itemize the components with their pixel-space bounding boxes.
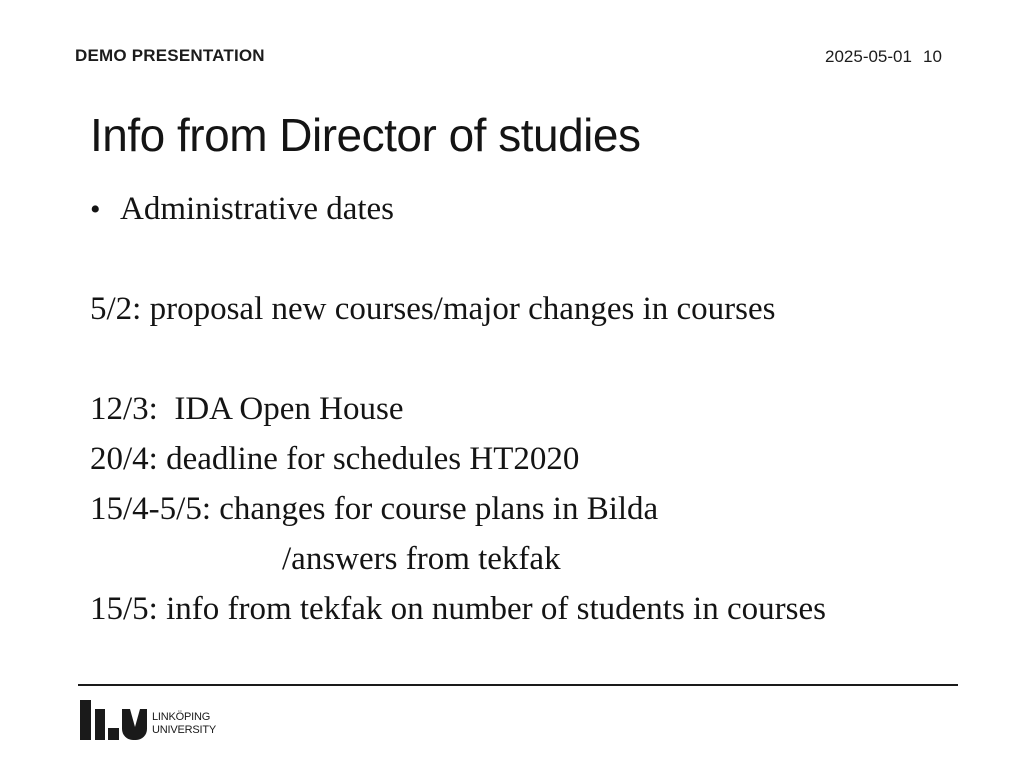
university-wordmark (152, 711, 216, 736)
liu-logo-dot (108, 728, 120, 740)
body-line-proposal-courses: 5/2: proposal new courses/major changes in courses (90, 291, 776, 327)
body-line-student-numbers: 15/5: info from tekfak on number of students in courses (90, 591, 826, 627)
liu-logo-l-bar (80, 700, 91, 740)
slide-title: Info from Director of studies (90, 109, 641, 161)
body-line-course-plans: 15/4-5/5: changes for course plans in Bilda (90, 491, 659, 527)
bullet-item (90, 184, 990, 234)
footer-divider (78, 684, 958, 686)
liu-logo-icon (80, 700, 147, 740)
liu-logo-u-notch (130, 709, 140, 727)
liu-logo-i-bar (95, 709, 105, 740)
presentation-name: DEMO PRESENTATION (75, 46, 265, 65)
body-line-open-house: 12/3: IDA Open House (90, 391, 404, 427)
slide-date: 2025-05-01 (825, 47, 912, 66)
body-line-answers-tekfak: /answers from tekfak (282, 541, 561, 577)
slide-body (90, 184, 990, 634)
university-wordmark-line1: LINKÖPING (152, 711, 211, 723)
body-line-schedules-deadline: 20/4: deadline for schedules HT2020 (90, 441, 580, 477)
university-wordmark-line2: UNIVERSITY (152, 723, 217, 736)
liu-logo-u-glyph (122, 709, 147, 740)
bullet-text: Administrative dates (120, 191, 395, 227)
slide-page-number: 10 (923, 47, 942, 66)
bullet-icon: • (90, 193, 101, 226)
